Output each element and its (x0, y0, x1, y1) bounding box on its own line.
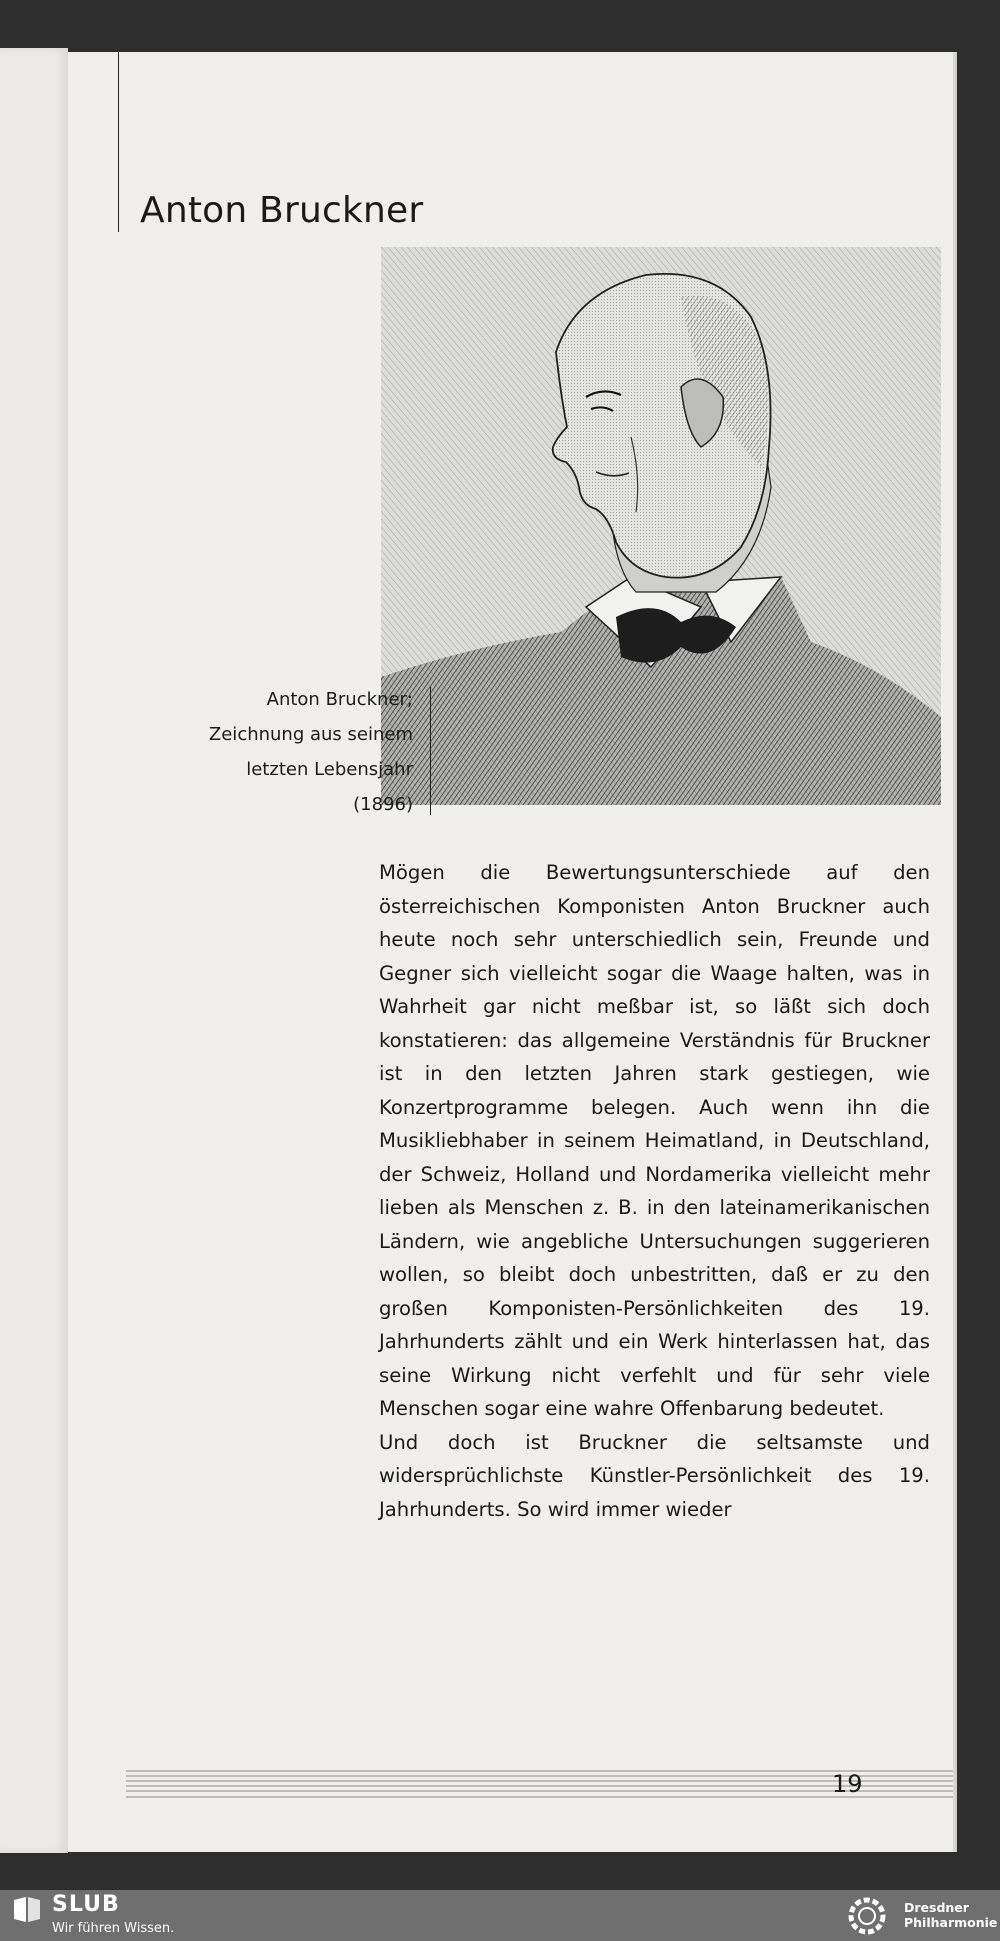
body-text (379, 856, 930, 1526)
left-page-edge (0, 48, 68, 1853)
caption-line: Anton Bruckner; (266, 689, 413, 710)
paragraph: Und doch ist Bruckner die seltsamste und widersprüchlichste Künstler-Persönlichkeit des 19. Jahrhunderts. So wird immer wieder (379, 1430, 930, 1521)
portrait-engraving (381, 247, 941, 805)
footer-bar (0, 1890, 1000, 1941)
caption-line: Zeichnung aus seinem (208, 724, 413, 745)
document-page (68, 52, 953, 1852)
caption-line: (1896) (353, 794, 413, 815)
philharmonie-logo-icon (840, 1894, 894, 1938)
partner-name-line: Philharmonie (904, 1915, 998, 1930)
paragraph: Mögen die Bewertungsunterschiede auf den österreichischen Komponisten Anton Bruckner auch heute noch sehr unterschiedlich sein, Freunde und Gegner sich vielleicht sogar die Waage halten, was in Wahrheit gar nicht meßbar ist, so läßt sich doch konstatieren: das allgemeine Verständnis für Bruckner ist in den letzten Jahren stark gestiegen, wie Konzertprogramme belegen. Auch wenn ihn die Musikliebhaber in seinem Heimatland, in Deutschland, der Schweiz, Holland und Nordamerika vielleicht mehr lieben als Menschen z. B. in den lateinamerikanischen Ländern, wie angebliche Untersuchungen suggerieren wollen, so bleibt doch unbestritten, daß er zu den großen Komponisten-Persönlichkeiten des 19. Jahrhunderts zählt und ein Werk hinterlassen hat, das seine Wirkung nicht verfehlt und für sehr viele Menschen sogar eine wahre Offenbarung bedeutet. (379, 861, 930, 1420)
partner-name (904, 1900, 997, 1930)
library-slogan: Wir führen Wissen. (52, 1921, 175, 1936)
title-margin-rule (118, 52, 119, 232)
slub-logo-icon (12, 1896, 42, 1924)
caption-line: letzten Lebensjahr (246, 759, 413, 780)
page-number: 19 (832, 1770, 863, 1798)
portrait-caption (158, 682, 431, 822)
page-title: Anton Bruckner (140, 190, 424, 231)
caption-rule (430, 687, 431, 815)
library-name: SLUB (52, 1892, 120, 1917)
partner-name-line: Dresdner (904, 1900, 969, 1915)
footer-rules (126, 1767, 953, 1803)
